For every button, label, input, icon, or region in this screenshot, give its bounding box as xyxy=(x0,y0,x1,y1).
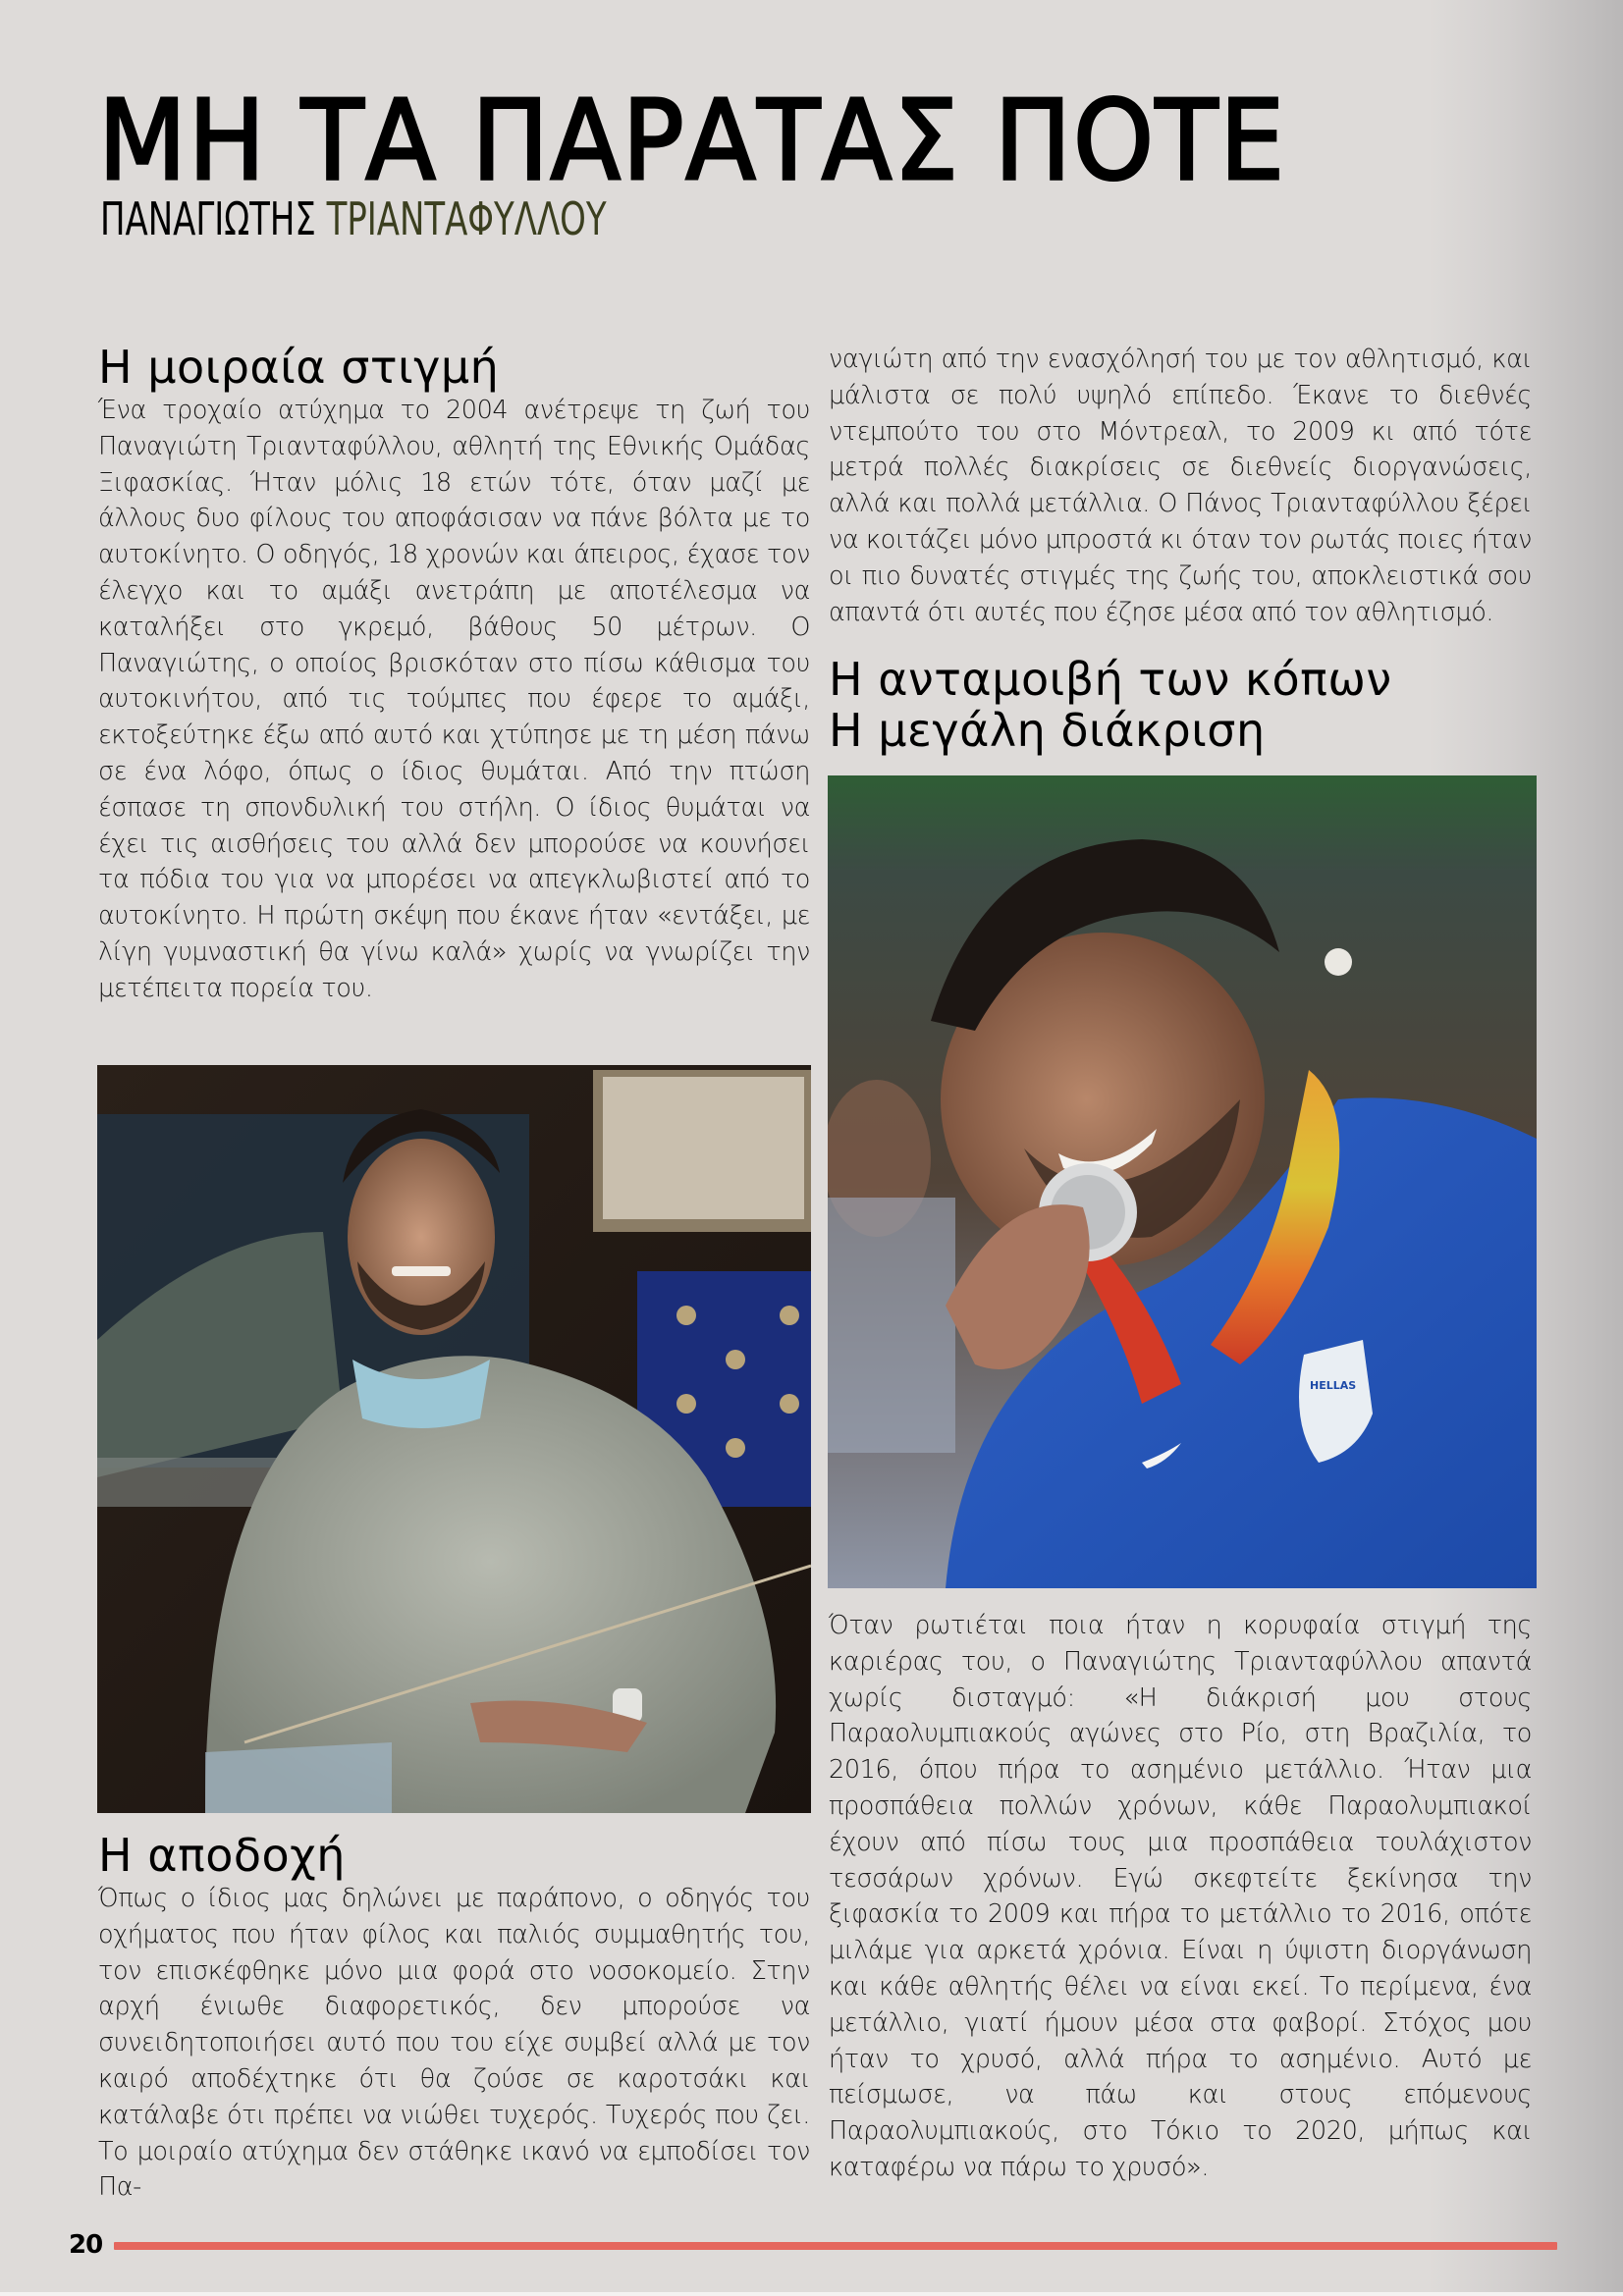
portrait-photo xyxy=(97,1065,811,1813)
article-title: ΜΗ ΤΑ ΠΑΡΑΤΑΣ ΠΟΤΕ xyxy=(98,78,1286,205)
svg-text:HELLAS: HELLAS xyxy=(1310,1379,1357,1392)
section-acceptance-continued xyxy=(829,342,1532,630)
section-fateful-moment xyxy=(98,342,810,1007)
section-body-continued: ναγιώτη από την ενασχόλησή του με τον αθλητισμό, και μάλιστα σε πολύ υψηλό επίπεδο. Έκανε το διεθνές ντεμπούτο του στο Μόντρεαλ, το 2009 κι από τότε μετρά πολλές διακρίσεις σε διεθνείς διοργανώσεις, αλλά και πολλά μετάλλια. Ο Πάνος Τριανταφύλλου ξέρει να κοιτάζει μόνο μπροστά κι όταν τον ρωτάς ποιες ήταν οι πιο δυνατές στιγμές της ζωής του, αποκλειστικά σου απαντά ότι αυτές που έζησε μέσα από τον αθλητισμό. xyxy=(829,345,1532,627)
byline-last-name: ΤΡΙΑΝΤΑΦΥΛΛΟΥ xyxy=(326,192,607,245)
section-body: Ένα τροχαίο ατύχημα το 2004 ανέτρεψε τη ζωή του Παναγιώτη Τριανταφύλλου, αθλητή της Εθνικής Ομάδας Ξιφασκίας. Ήταν μόλις 18 ετών τότε, όταν μαζί με άλλους δυο φίλους του αποφάσισαν να πάνε βόλτα με το αυτοκίνητο. Ο οδηγός, 18 χρονών και άπειρος, έχασε τον έλεγχο και το αμάξι ανετράπη με αποτέλεσμα να καταλήξει στο γκρεμό, βάθους 50 μέτρων. Ο Παναγιώτης, ο οποίος βρισκόταν στο πίσω κάθισμα του αυτοκινήτου, από τις τούμπες που έφερε το αμάξι, εκτοξεύτηκε έξω από αυτό και χτύπησε με τη μέση πάνω σε ένα λόφο, όπως ο ίδιος θυμάται. Από την πτώση έσπασε τη σπονδυλική του στήλη. Ο ίδιος θυμάται να έχει τις αισθήσεις του αλλά δεν μπορούσε να κουνήσει τα πόδια του για να μπορέσει να απεγκλωβιστεί από το αυτοκίνητο. Η πρώτη σκέψη που έκανε ήταν «εντάξει, με λίγη γυμναστική θα γίνω καλά» χωρίς να γνωρίζει την μετέπειτα πορεία του. xyxy=(98,396,810,1003)
medal-photo xyxy=(828,775,1537,1588)
section-heading: Η μοιραία στιγμή xyxy=(98,341,500,394)
section-heading: Η αποδοχή xyxy=(98,1829,346,1882)
page-bottom-edge xyxy=(0,2292,1623,2296)
silver-medal-image xyxy=(828,775,1537,1588)
footer-rule xyxy=(114,2242,1557,2250)
page-number: 20 xyxy=(69,2230,103,2260)
section-body: Όταν ρωτιέται ποια ήταν η κορυφαία στιγμή της καριέρας του, ο Παναγιώτης Τριανταφύλλου απαντά χωρίς δισταγμό: «Η διάκρισή μου στους Παραολυμπιακούς αγώνες στο Ρίο, στη Βραζιλία, το 2016, όπου πήρα το ασημένιο μετάλλιο. Ήταν μια προσπάθεια πολλών χρόνων, κάθε Παραολυμπιακοί έχουν από πίσω τους μια προσπάθεια τουλάχιστον τεσσάρων χρόνων. Εγώ σκεφτείτε ξεκίνησα την ξιφασκία το 2009 και πήρα το μετάλλιο το 2016, οπότε μιλάμε για αρκετά χρόνια. Είναι η ύψιστη διοργάνωση και κάθε αθλητής θέλει να είναι εκεί. Το περίμενα, ένα μετάλλιο, γιατί ήμουν μέσα στα φαβορί. Στόχος μου ήταν το χρυσό, αλλά πήρα το ασημένιο. Αυτό με πείσμωσε, να πάω και στους επόμενους Παραολυμπιακούς, στο Τόκιο το 2020, μήπως και καταφέρω να πάρω το χρυσό». xyxy=(829,1611,1532,2182)
section-heading-line-1: Η ανταμοιβή των κόπων xyxy=(829,653,1392,706)
section-heading-line-2: Η μεγάλη διάκριση xyxy=(829,704,1266,757)
section-reward xyxy=(829,1608,1532,2186)
article-byline xyxy=(100,192,607,245)
section-reward-heading xyxy=(829,654,1532,756)
fencer-portrait-image xyxy=(97,1065,811,1813)
section-acceptance xyxy=(98,1830,810,2206)
section-body: Όπως ο ίδιος μας δηλώνει με παράπονο, ο οδηγός του οχήματος που ήταν φίλος και παλιός συμμαθητής του, τον επισκέφθηκε μόνο μια φορά στο νοσοκομείο. Στην αρχή ένιωθε διαφορετικός, δεν μπορούσε να συνειδητοποιήσει αυτό που του είχε συμβεί αλλά με τον καιρό αποδέχτηκε ότι θα ζούσε σε καροτσάκι και κατάλαβε ότι πρέπει να νιώθει τυχερός. Τυχερός που ζει. Το μοιραίο ατύχημα δεν στάθηκε ικανό να εμποδίσει τον Πα- xyxy=(98,1884,810,2203)
byline-first-name: ΠΑΝΑΓΙΩΤΗΣ xyxy=(100,192,316,245)
